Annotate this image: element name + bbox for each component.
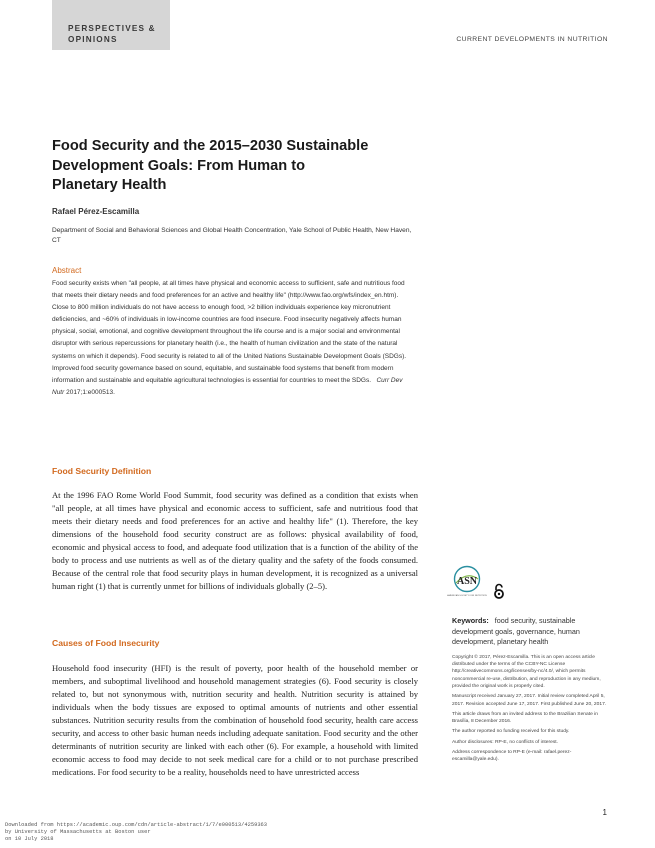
funding-statement: The author reported no funding received for this study. [452, 729, 570, 735]
section-heading-causes: Causes of Food Insecurity [52, 638, 160, 648]
copyright-notice: Copyright © 2017, Pérez-Escamilla. This is an open access article distributed under the terms of the CCBY-NC License http://creativecommons.org/licenses/by-nc/4.0/, which permits noncommercial re-use, distribution, and reproduction in any medium, provided the original work is properly cited. [452, 654, 601, 689]
section-label-line1: PERSPECTIVES & [68, 24, 156, 33]
affiliation: Department of Social and Behavioral Sciences and Global Health Concentration, Yale School of Public Health, New Haven, CT [52, 227, 412, 245]
keywords-list: food security, sustainable development goals, governance, human development, planetary health [452, 616, 580, 647]
section-label-line2: OPINIONS [68, 34, 118, 44]
abstract-text [52, 278, 410, 399]
abstract-paragraph: Food security exists when "all people, at all times have physical and economic access to sufficient, safe and nutritious food that meets their dietary needs and food preferences for an active and healthy life" (http://www.fao.org/wfs/index_en.htm). Close to 800 million individuals do not have access to enough food, >2 billion individuals experience key micronutrient deficiencies, and ~60% of individuals in low-income countries are food insecure. Food insecurity negatively affects human physical, social, emotional, and cognitive development throughout the life course and is a major social and environmental disruptor with serious repercussions for planetary health (i.e., the health of human civilization and the state of the natural systems on which it depends). Food security is related to all of the United Nations Sustainable Development Goals (SDGs). Improved food security governance based on sound, equitable, and sustainable food systems that benefit from modern information and sustainable and equitable agricultural technologies is essential for countries to meet the SDGs. [52, 280, 407, 384]
watermark-line: by University of Massachusetts at Boston user [5, 828, 151, 835]
download-watermark [5, 822, 267, 843]
article-info-sidebar [452, 616, 612, 764]
watermark-line: on 10 July 2018 [5, 835, 54, 842]
manuscript-dates: Manuscript received January 27, 2017. Initial review completed April 5, 2017. Revision accepted June 17, 2017. First published June 20, 2017. [452, 694, 607, 707]
section-label [68, 24, 156, 45]
title-line: Development Goals: From Human to [52, 157, 305, 174]
title-line: Food Security and the 2015–2030 Sustainable [52, 138, 369, 154]
open-access-icon [492, 583, 506, 599]
article-title [52, 137, 432, 196]
asn-logo-graphic [447, 565, 487, 601]
title-line: Planetary Health [52, 177, 167, 193]
asn-logo-text: ASN [456, 576, 478, 587]
abstract-heading: Abstract [52, 266, 82, 275]
section-heading-definition: Food Security Definition [52, 466, 152, 476]
watermark-line: Downloaded from https://academic.oup.com/cdn/article-abstract/1/7/e000513/4259363 [5, 822, 268, 828]
keywords [452, 616, 612, 648]
section-tag [52, 0, 170, 50]
asn-logo-subtext: AMERICAN SOCIETY FOR NUTRITION [447, 595, 487, 597]
presentation-note: This article draws from an invited address to the Brazilian Senate in Brasília, 8 December 2016. [452, 711, 598, 725]
keywords-label: Keywords: [452, 616, 489, 625]
section-body-definition: At the 1996 FAO Rome World Food Summit, food security was defined as a condition that exists when "all people, at all times have physical and economic access to sufficient, safe and nutritious food that meets their dietary needs and food preferences for an active and healthy life" (1). Therefore, the key dimensions of the household food security construct are as follows: physical availability of food, economic and physical access to food, and adequate food utilization that is a function of the ability of the body to process and use nutrients as well as of the dietary quality and the safety of the foods consumed. Because of the central role that food security plays in human development, it is recognized as a universal human right (1) that is currently unmet for billions of individuals globally (2–5). [52, 490, 418, 592]
author-name: Rafael Pérez-Escamilla [52, 207, 140, 216]
abstract-citation-details: 2017;1:e000513. [64, 388, 115, 396]
journal-name: CURRENT DEVELOPMENTS IN NUTRITION [456, 36, 608, 43]
correspondence-address: Address correspondence to RP-E (e-mail: rafael.perez-escamilla@yale.edu). [452, 750, 572, 763]
abstract-citation-journal: Curr Dev Nutr [52, 376, 403, 396]
page-number: 1 [602, 808, 607, 817]
author-disclosures: Author disclosures: RP-E, no conflicts of interest. [452, 739, 559, 745]
section-body-causes: Household food insecurity (HFI) is the result of poverty, poor health of the household member or members, and suboptimal livelihood and household management strategies (6). Food security is closely related to, but not synonymous with, nutrition security and health. Nutrition security is attained by individuals when the body tissues are exposed to optimal amounts of nutrients and other essential substances. Nutrition security results from the combination of household food security, health care access security, and access to other basic human needs including adequate sanitation. Food security and the other determinants of nutrition security are linked with each other (6). For example, a household with limited economic access to food may decide to not seek medical care for a child or to not purchase prescribed medications. For food security to be a reality, households need to have unrestricted access [52, 663, 418, 778]
asn-logo [447, 565, 487, 601]
